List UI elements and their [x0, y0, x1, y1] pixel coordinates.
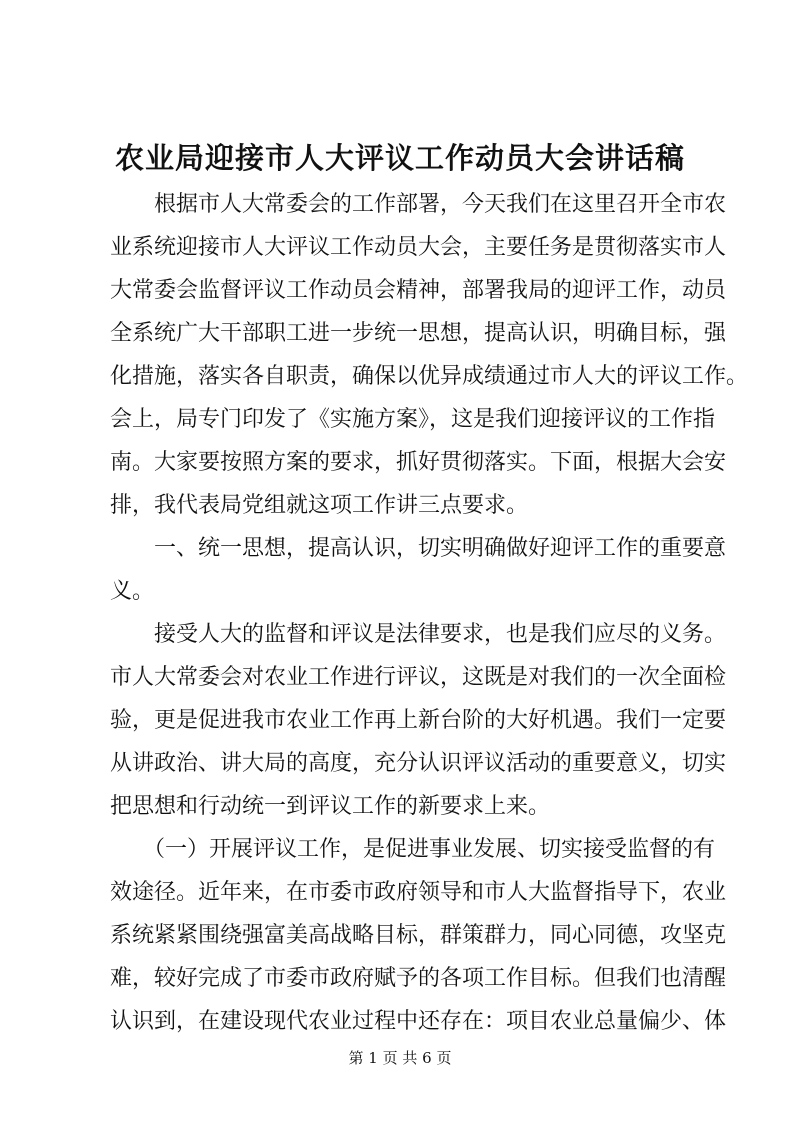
- section-heading-line: 义。: [110, 579, 155, 604]
- paragraph-line: 认识到，在建设现代农业过程中还存在：项目农业总量偏少、体: [110, 1009, 727, 1034]
- paragraph-line: 全系统广大干部职工进一步统一思想，提高认识，明确目标，强: [110, 321, 727, 346]
- paragraph-line: 接受人大的监督和评议是法律要求，也是我们应尽的义务。: [110, 622, 727, 647]
- paragraph-line: 业系统迎接市人大评议工作动员大会，主要任务是贯彻落实市人: [110, 235, 727, 260]
- section-heading-line: 一、统一思想，提高认识，切实明确做好迎评工作的重要意: [110, 536, 727, 561]
- paragraph-line: 化措施，落实各自职责，确保以优异成绩通过市人大的评议工作。: [110, 364, 749, 389]
- paragraph-line: 难，较好完成了市委市政府赋予的各项工作目标。但我们也清醒: [110, 966, 727, 991]
- paragraph-line: 从讲政治、讲大局的高度，充分认识评议活动的重要意义，切实: [110, 751, 727, 776]
- paragraph-line: （一）开展评议工作，是促进事业发展、切实接受监督的有: [110, 837, 716, 862]
- paragraph-line: 系统紧紧围绕强富美高战略目标，群策群力，同心同德，攻坚克: [110, 923, 727, 948]
- page-number-footer: 第 1 页 共 6 页: [348, 1049, 452, 1067]
- paragraph-line: 大常委会监督评议工作动员会精神，部署我局的迎评工作，动员: [110, 278, 727, 303]
- document-title: 农业局迎接市人大评议工作动员大会讲话稿: [114, 141, 685, 175]
- paragraph-line: 排，我代表局党组就这项工作讲三点要求。: [110, 493, 529, 518]
- paragraph-line: 根据市人大常委会的工作部署，今天我们在这里召开全市农: [110, 192, 727, 217]
- paragraph-line: 会上，局专门印发了《实施方案》，这是我们迎接评议的工作指: [110, 407, 716, 432]
- paragraph-line: 南。大家要按照方案的要求，抓好贯彻落实。下面，根据大会安: [110, 450, 727, 475]
- paragraph-line: 把思想和行动统一到评议工作的新要求上来。: [110, 794, 551, 819]
- paragraph-line: 市人大常委会对农业工作进行评议，这既是对我们的一次全面检: [110, 665, 727, 690]
- paragraph-line: 验，更是促进我市农业工作再上新台阶的大好机遇。我们一定要: [110, 708, 727, 733]
- paragraph-line: 效途径。近年来，在市委市政府领导和市人大监督指导下，农业: [110, 880, 727, 905]
